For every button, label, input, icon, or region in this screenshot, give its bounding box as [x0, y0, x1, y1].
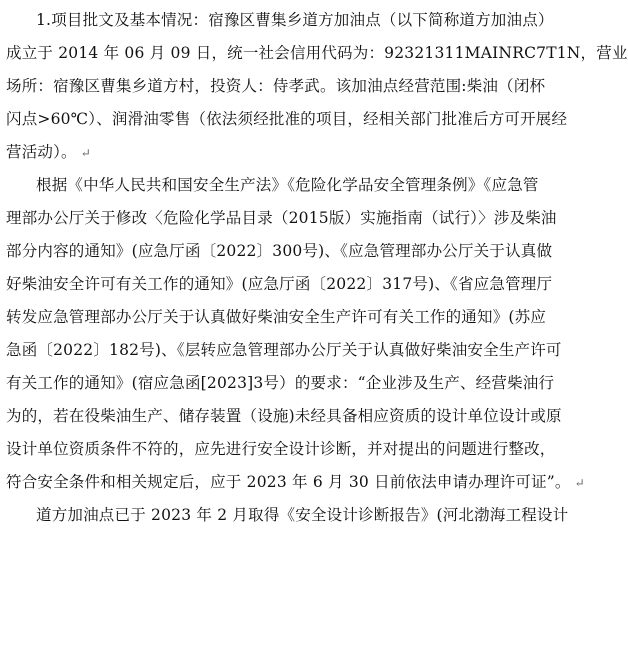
text-line: 闪点>60℃）、润滑油零售（依法须经批准的项目，经相关部门批准后方可开展经 — [6, 110, 568, 128]
paragraph-diagnosis-report — [6, 499, 569, 532]
paragraph-legal-basis — [6, 169, 585, 499]
text-line: 急函〔2022〕182号)、《层转应急管理部办公厅关于认真做好柴油安全生产许可 — [6, 341, 562, 359]
text-line: 1.项目批文及基本情况：宿豫区曹集乡道方加油点（以下简称道方加油点） — [36, 11, 554, 29]
text-line: 好柴油安全许可有关工作的通知》(应急厅函〔2022〕317号)、《省应急管理厅 — [6, 275, 553, 293]
paragraph-mark-icon: ↵ — [574, 476, 585, 490]
paragraph-mark-icon: ↵ — [80, 146, 92, 160]
text-line: 理部办公厅关于修改〈危险化学品目录（2015版）实施指南（试行）〉涉及柴油 — [6, 209, 557, 227]
text-line: 道方加油点已于 2023 年 2 月取得《安全设计诊断报告》(河北渤海工程设计 — [36, 506, 569, 524]
text-line: 部分内容的通知》(应急厅函〔2022〕300号)、《应急管理部办公厅关于认真做 — [6, 242, 553, 260]
text-line: 设计单位资质条件不符的，应先进行安全设计诊断，并对提出的问题进行整改， — [6, 440, 556, 458]
text-line: 为的，若在役柴油生产、储存装置（设施)未经具备相应资质的设计单位设计或原 — [6, 407, 562, 425]
text-line: 根据《中华人民共和国安全生产法》《危险化学品安全管理条例》《应急管 — [36, 176, 539, 194]
text-line-content: 符合安全条件和相关规定后，应于 2023 年 6 月 30 日前依法申请办理许可证”。 — [6, 473, 571, 491]
text-line: 有关工作的通知》(宿应急函[2023]3号）的要求：“企业涉及生产、经营柴油行 — [6, 374, 555, 392]
text-line: 场所：宿豫区曹集乡道方村，投资人：侍孝武。该加油点经营范围:柴油（闭杯 — [6, 77, 546, 95]
text-line — [6, 466, 585, 499]
text-line: 成立于 2014 年 06 月 09 日，统一社会信用代码为：92321311MAINRC7T1N，营业 — [6, 44, 628, 62]
text-line-content: 营活动）。 — [6, 143, 77, 161]
text-line — [6, 136, 560, 169]
paragraph-project-basics — [6, 4, 628, 169]
text-line: 转发应急管理部办公厅关于认真做好柴油安全生产许可有关工作的通知》(苏应 — [6, 308, 547, 326]
